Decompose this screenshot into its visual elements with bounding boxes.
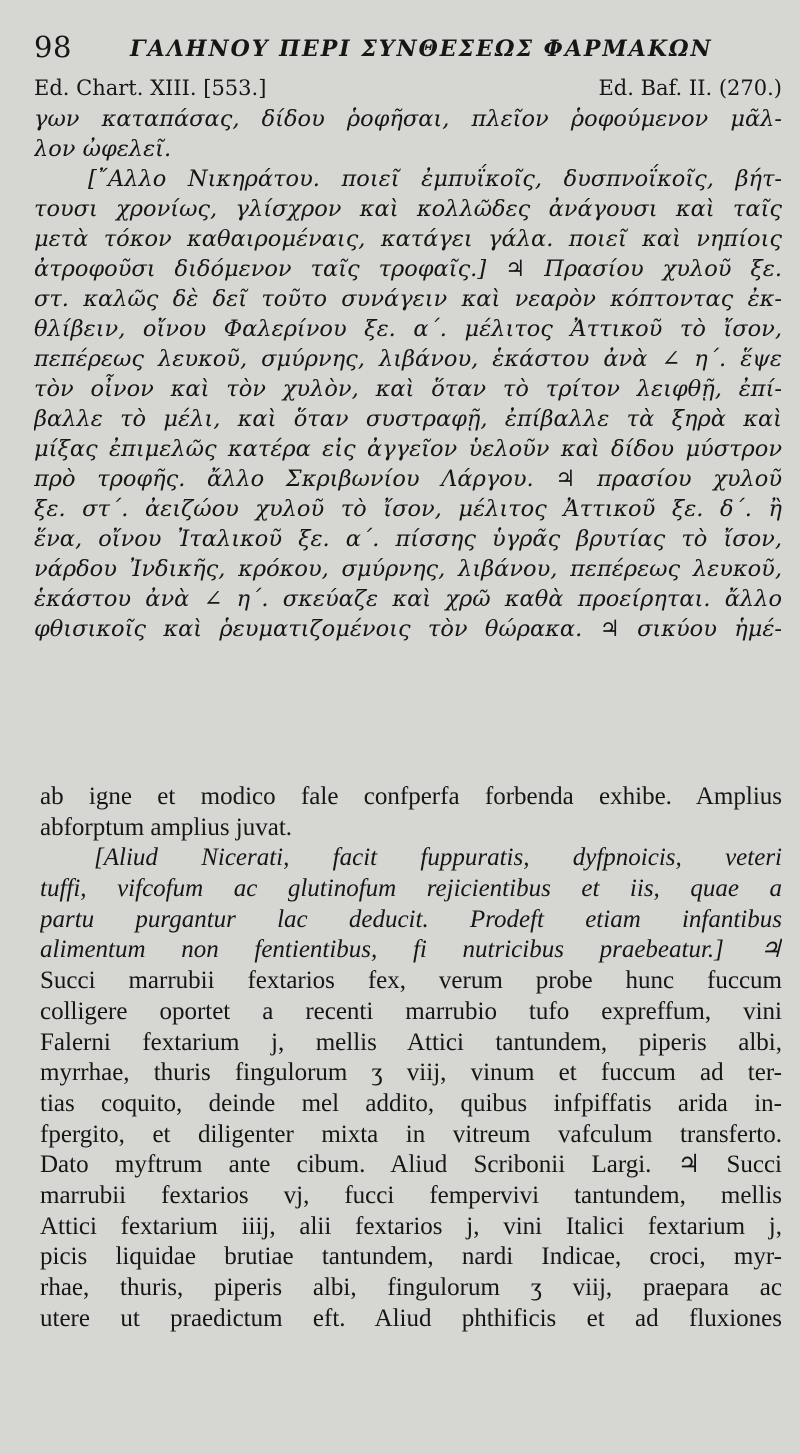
- greek-line: γων καταπάσας, δίδου ῥοφῆσαι, πλεῖον ῥοφούμενον μᾶλ-: [34, 106, 782, 132]
- greek-line: ξε. στ΄. ἀειζώου χυλοῦ τὸ ἴσον, μέλιτος Ἀττικοῦ ξε. δ΄. ἢ: [34, 496, 782, 522]
- latin-line: myrrhae, thuris fingulorum ʒ viij, vinum et fuccum ad ter-: [40, 1059, 782, 1087]
- greek-line: [῎Αλλο Νικηράτου. ποιεῖ ἐμπυΐκοῖς, δυσπνοΐκοῖς, βήτ-: [88, 166, 782, 192]
- greek-line: φθισικοῖς καὶ ῥευματιζομένοις τὸν θώρακα. ♃ σικύου ἡμέ-: [34, 616, 782, 642]
- running-title: ΓΑΛΗΝΟΥ ΠΕΡΙ ΣΥΝΘΕΣΕΩΣ ΦΑΡΜΑΚΩΝ: [130, 36, 713, 62]
- greek-line: ἕνα, οἴνου Ἰταλικοῦ ξε. α΄. πίσσης ὑγρᾶς βρυτίας τὸ ἴσον,: [34, 526, 782, 552]
- latin-line: [Aliud Nicerati, facit fuppuratis, dyfpnoicis, veteri: [94, 844, 782, 872]
- greek-line: βαλλε τὸ μέλι, καὶ ὅταν συστραφῇ, ἐπίβαλλε τὰ ξηρὰ καὶ: [34, 406, 782, 432]
- latin-line: Dato myftrum ante cibum. Aliud Scribonii Largi. ♃ Succi: [40, 1151, 782, 1179]
- edition-references: [34, 76, 782, 104]
- greek-line: ἀτροφοῦσι διδόμενον ταῖς τροφαῖς.] ♃ Πρασίου χυλοῦ ξε.: [34, 256, 782, 282]
- latin-line: utere ut praedictum eft. Aliud phthificis et ad fluxiones: [40, 1304, 782, 1332]
- latin-line: alimentum non fentientibus, fi nutricibus praebeatur.] ♃: [40, 936, 782, 964]
- greek-line: θλίβειν, οἴνου Φαλερίνου ξε. α΄. μέλιτος Ἀττικοῦ τὸ ἴσον,: [34, 316, 782, 342]
- latin-line: abforptum amplius juvat.: [40, 813, 293, 841]
- edition-reference-left: Ed. Chart. XIII. [553.]: [34, 76, 267, 100]
- latin-text-block: [40, 782, 782, 1334]
- latin-line: Succi marrubii fextarios fex, verum probe hunc fuccum: [40, 967, 782, 995]
- latin-line: Falerni fextarium j, mellis Attici tantundem, piperis albi,: [40, 1028, 782, 1056]
- latin-line: picis liquidae brutiae tantundem, nardi Indicae, croci, myr-: [40, 1243, 782, 1271]
- greek-line: πεπέρεως λευκοῦ, σμύρνης, λιβάνου, ἑκάστου ἀνὰ ∠ η΄. ἕψε: [34, 346, 782, 372]
- latin-line: tuffi, vifcofum ac glutinofum rejicientibus et iis, quae a: [40, 875, 782, 903]
- greek-line: μετὰ τόκον καθαιρομέναις, κατάγει γάλα. ποιεῖ καὶ νηπίοις: [34, 226, 782, 252]
- latin-line: marrubii fextarios vj, fucci fempervivi tantundem, mellis: [40, 1181, 782, 1209]
- page-number: 98: [34, 30, 72, 64]
- greek-line: τὸν οἶνον καὶ τὸν χυλὸν, καὶ ὅταν τὸ τρίτον λειφθῇ, ἐπί-: [34, 376, 782, 402]
- greek-line: στ. καλῶς δὲ δεῖ τοῦτο συνάγειν καὶ νεαρὸν κόπτοντας ἐκ-: [34, 286, 782, 312]
- latin-line: tias coquito, deinde mel addito, quibus infpiffatis arida in-: [40, 1089, 782, 1117]
- latin-line: Attici fextarium iiij, alii fextarios j, vini Italici fextarium j,: [40, 1212, 782, 1240]
- greek-line: μίξας ἐπιμελῶς κατέρα εἰς ἀγγεῖον ὑελοῦν καὶ δίδου μύστρον: [34, 436, 782, 462]
- greek-line: ἑκάστου ἀνὰ ∠ η΄. σκεύαζε καὶ χρῶ καθὰ προείρηται. ἄλλο: [34, 586, 782, 612]
- latin-line: rhae, thuris, piperis albi, fingulorum ʒ viij, praepara ac: [40, 1274, 782, 1301]
- greek-line: λον ὠφελεῖ.: [34, 136, 172, 162]
- latin-line: partu purgantur lac deducit. Prodeft etiam infantibus: [40, 905, 782, 933]
- latin-line: ab igne et modico fale confperfa forbenda exhibe. Amplius: [40, 783, 782, 810]
- edition-reference-right: Ed. Baf. II. (270.): [598, 76, 782, 100]
- greek-line: τουσι χρονίως, γλίσχρον καὶ κολλῶδες ἀνάγουσι καὶ ταῖς: [34, 196, 782, 222]
- latin-line: colligere oportet a recenti marrubio tufo expreffum, vini: [40, 997, 782, 1025]
- greek-line: νάρδου Ἰνδικῆς, κρόκου, σμύρνης, λιβάνου, πεπέρεως λευκοῦ,: [34, 556, 782, 582]
- latin-line: fpergito, et diligenter mixta in vitreum vafculum transferto.: [40, 1120, 782, 1148]
- greek-line: πρὸ τροφῆς. ἄλλο Σκριβωνίου Λάργου. ♃ πρασίου χυλοῦ: [34, 466, 782, 492]
- page-header: [34, 28, 784, 68]
- greek-text-block: [34, 104, 782, 644]
